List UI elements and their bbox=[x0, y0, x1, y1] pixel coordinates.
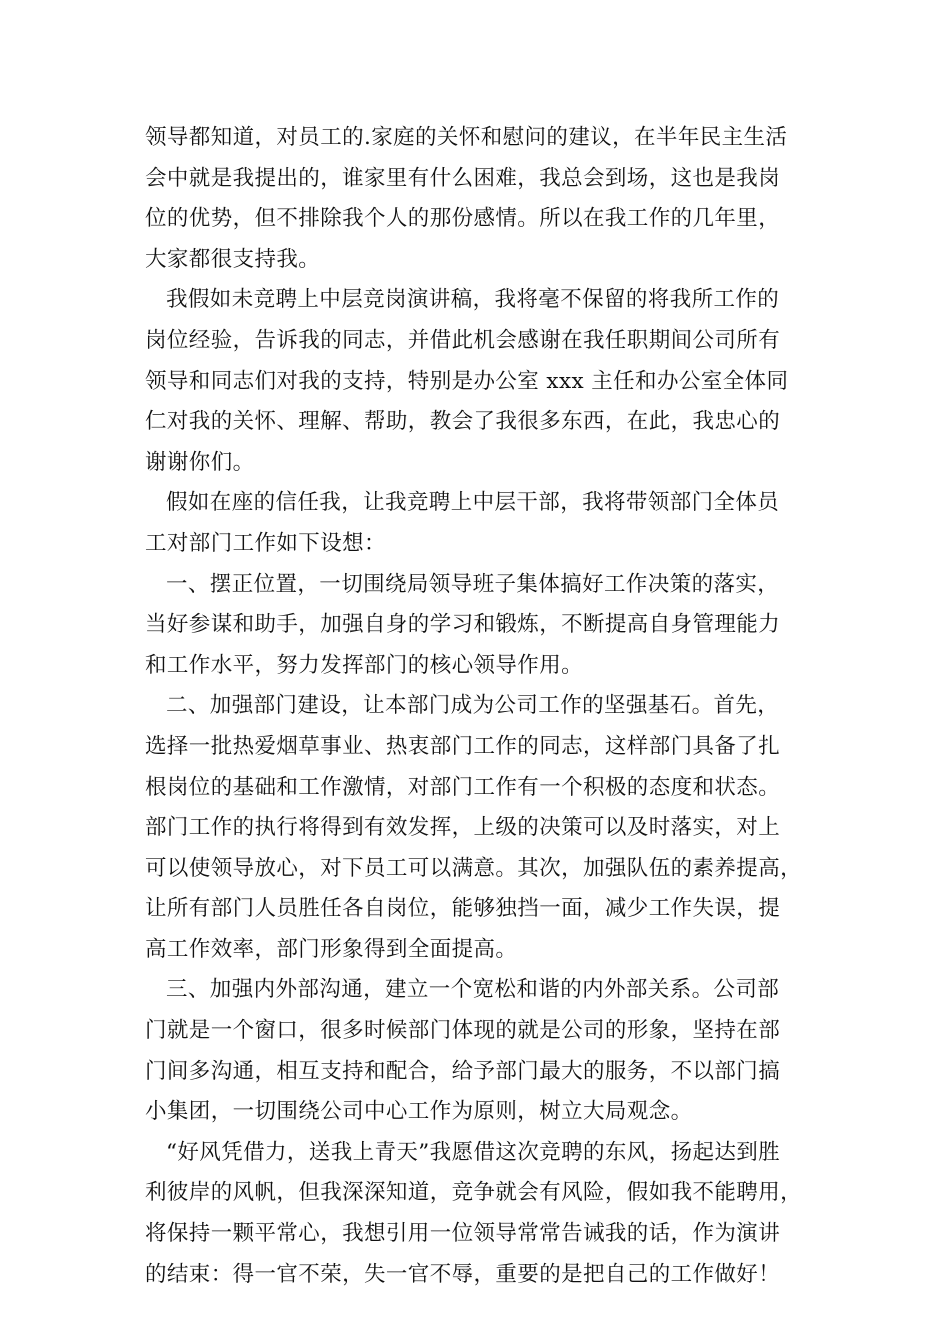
text-line: 可以使领导放心，对下员工可以满意。其次，加强队伍的素养提高， bbox=[145, 855, 803, 881]
text-line: “好风凭借力，送我上青天”我愿借这次竞聘的东风，扬起达到胜 bbox=[166, 1139, 781, 1165]
text-line: 将保持一颗平常心，我想引用一位领导常常告诫我的话，作为演讲 bbox=[145, 1221, 781, 1247]
text-line: 选择一批热爱烟草事业、热衷部门工作的同志，这样部门具备了扎 bbox=[145, 733, 781, 759]
text-line: 谢谢你们。 bbox=[145, 449, 255, 475]
text-line: 我假如未竞聘上中层竞岗演讲稿，我将毫不保留的将我所工作的 bbox=[166, 287, 780, 313]
text-line: 的结束：得一官不荣，失一官不辱，重要的是把自己的工作做好！ bbox=[145, 1261, 781, 1287]
text-line: 部门工作的执行将得到有效发挥，上级的决策可以及时落实，对上 bbox=[145, 815, 781, 841]
text-line: 让所有部门人员胜任各自岗位，能够独挡一面，减少工作失误，提 bbox=[145, 896, 781, 922]
text-line: 领导和同志们对我的支持，特别是办公室 xxx 主任和办公室全体同 bbox=[145, 368, 789, 394]
text-line: 仁对我的关怀、理解、帮助，教会了我很多东西，在此，我忠心的 bbox=[145, 409, 781, 435]
paragraph bbox=[145, 483, 810, 564]
text-line: 和工作水平，努力发挥部门的核心领导作用。 bbox=[145, 652, 584, 678]
text-line: 根岗位的基础和工作激情，对部门工作有一个积极的态度和状态。 bbox=[145, 774, 781, 800]
document-body bbox=[145, 118, 810, 1295]
text-line: 岗位经验，告诉我的同志，并借此机会感谢在我任职期间公司所有 bbox=[145, 327, 781, 353]
text-line: 小集团，一切围绕公司中心工作为原则，树立大局观念。 bbox=[145, 1099, 693, 1125]
text-line: 利彼岸的风帆，但我深深知道，竞争就会有风险，假如我不能聘用， bbox=[145, 1180, 803, 1206]
paragraph bbox=[145, 970, 810, 1132]
text-line: 二、加强部门建设，让本部门成为公司工作的坚强基石。首先， bbox=[166, 693, 780, 719]
text-line: 工对部门工作如下设想： bbox=[145, 530, 386, 556]
text-line: 门就是一个窗口，很多时候部门体现的就是公司的形象，坚持在部 bbox=[145, 1018, 781, 1044]
text-line: 当好参谋和助手，加强自身的学习和锻炼，不断提高自身管理能力 bbox=[145, 612, 781, 638]
text-line: 一、摆正位置，一切围绕局领导班子集体搞好工作决策的落实， bbox=[166, 571, 780, 597]
paragraph bbox=[145, 118, 810, 280]
text-line: 门间多沟通，相互支持和配合，给予部门最大的服务，不以部门搞 bbox=[145, 1058, 781, 1084]
paragraph bbox=[145, 280, 810, 483]
text-line: 会中就是我提出的，谁家里有什么困难，我总会到场，这也是我岗 bbox=[145, 165, 781, 191]
text-line: 高工作效率，部门形象得到全面提高。 bbox=[145, 936, 518, 962]
text-line: 假如在座的信任我，让我竞聘上中层干部，我将带领部门全体员 bbox=[166, 490, 780, 516]
text-line: 位的优势，但不排除我个人的那份感情。所以在我工作的几年里， bbox=[145, 206, 781, 232]
text-line: 大家都很支持我。 bbox=[145, 246, 321, 272]
paragraph bbox=[145, 1133, 810, 1295]
paragraph bbox=[145, 686, 810, 970]
text-line: 三、加强内外部沟通，建立一个宽松和谐的内外部关系。公司部 bbox=[166, 977, 780, 1003]
text-line: 领导都知道，对员工的.家庭的关怀和慰问的建议，在半年民主生活 bbox=[145, 125, 788, 150]
paragraph bbox=[145, 565, 810, 687]
